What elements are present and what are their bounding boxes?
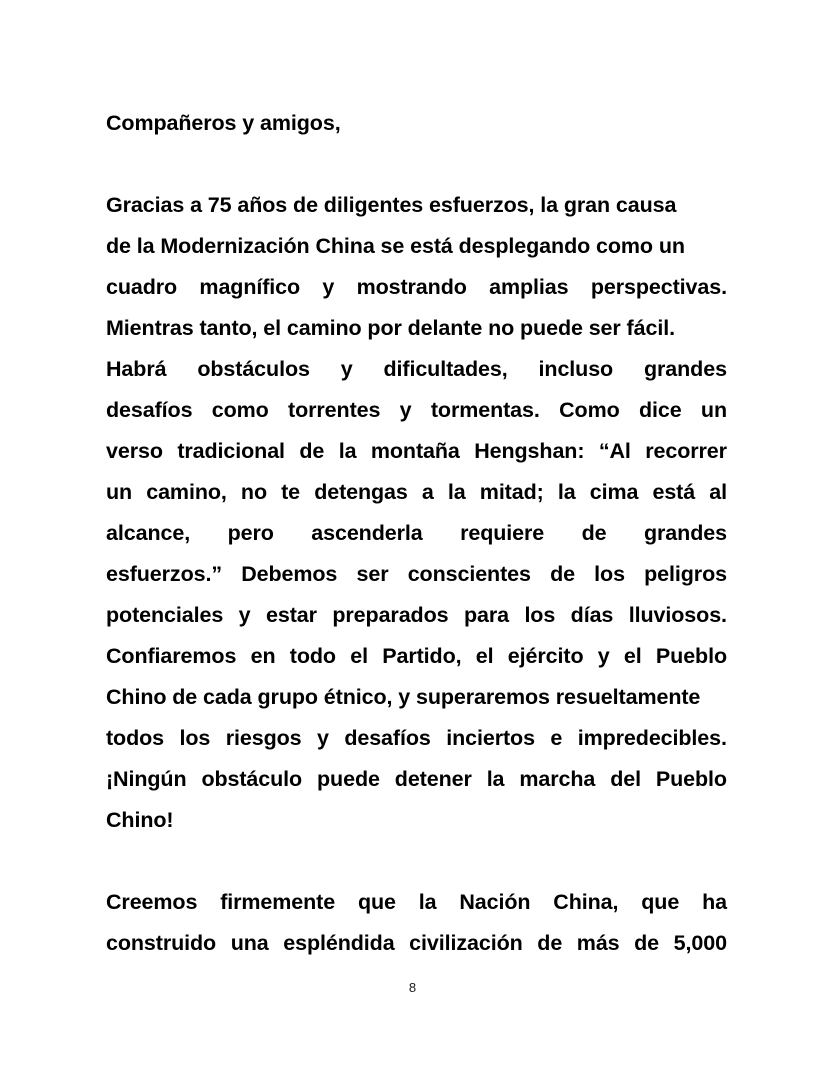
word: e: [550, 726, 563, 750]
word: marcha: [519, 767, 596, 791]
word: al: [709, 480, 727, 504]
paragraph-body-1: [106, 185, 727, 841]
word: de: [634, 931, 660, 955]
word: en: [250, 644, 276, 668]
text-line: de la Modernización China se está desplegando como un: [106, 234, 685, 258]
text-line: Chino de cada grupo étnico, y superaremos resueltamente: [106, 685, 701, 709]
word: desafíos: [344, 726, 431, 750]
word: incluso: [538, 357, 614, 381]
paragraph-salutation: [106, 103, 727, 144]
word: ¡Ningún: [106, 767, 187, 791]
word: ser: [356, 562, 389, 586]
word: camino,: [146, 480, 227, 504]
word: lluviosos.: [628, 603, 727, 627]
word: Pueblo: [655, 644, 727, 668]
word: el: [475, 644, 494, 668]
word: inciertos: [446, 726, 535, 750]
word: magnífico: [199, 275, 301, 299]
word: puede: [317, 767, 380, 791]
word: impredecibles.: [577, 726, 727, 750]
text-line: [106, 513, 727, 554]
document-body: [106, 103, 727, 964]
word: obstáculo: [201, 767, 303, 791]
text-line: [106, 267, 727, 308]
text-line: [106, 554, 727, 595]
word: detener: [394, 767, 472, 791]
text-line: [106, 349, 727, 390]
word: dice: [638, 398, 682, 422]
page-number: 8: [408, 980, 417, 995]
text-line: Chino!: [106, 808, 174, 832]
word: verso: [106, 439, 163, 463]
word: alcance,: [106, 521, 191, 545]
word: desafíos: [106, 398, 193, 422]
word: preparados: [332, 603, 449, 627]
text-line: [106, 718, 727, 759]
word: Pueblo: [655, 767, 727, 791]
word: China,: [553, 890, 619, 914]
word: Nación: [459, 890, 531, 914]
word: la: [418, 890, 437, 914]
text-line: Compañeros y amigos,: [106, 111, 341, 135]
word: cuadro: [106, 275, 178, 299]
word: no: [240, 480, 267, 504]
word: Habrá: [106, 357, 167, 381]
word: los: [524, 603, 556, 627]
word: la: [557, 480, 576, 504]
word: de: [299, 439, 325, 463]
word: un: [700, 398, 727, 422]
word: cima: [589, 480, 639, 504]
word: estar: [266, 603, 317, 627]
word: y: [597, 644, 610, 668]
word: el: [350, 644, 368, 668]
word: que: [357, 890, 396, 914]
word: grandes: [644, 521, 727, 545]
word: días: [570, 603, 614, 627]
text-line: [106, 923, 727, 964]
word: tormentas.: [430, 398, 540, 422]
word: para: [463, 603, 509, 627]
word: de: [550, 562, 575, 586]
word: dificultades,: [383, 357, 508, 381]
word: y: [340, 357, 353, 381]
word: la: [447, 480, 466, 504]
word: Confiaremos: [106, 644, 237, 668]
text-line: [106, 882, 727, 923]
text-line: [106, 636, 727, 677]
word: de: [537, 931, 563, 955]
word: construido: [106, 931, 217, 955]
word: esfuerzos.”: [106, 562, 222, 586]
word: “Al: [598, 439, 631, 463]
word: mitad;: [479, 480, 544, 504]
word: 5,000: [673, 931, 727, 955]
text-line: [106, 759, 727, 800]
word: conscientes: [407, 562, 531, 586]
word: amplias: [489, 275, 569, 299]
word: y: [238, 603, 251, 627]
text-line: Gracias a 75 años de diligentes esfuerzos, la gran causa: [106, 193, 677, 217]
word: de: [581, 521, 607, 545]
word: te: [281, 480, 301, 504]
text-line: [106, 472, 727, 513]
word: ejército: [507, 644, 584, 668]
word: del: [610, 767, 641, 791]
word: la: [338, 439, 357, 463]
word: y: [316, 726, 329, 750]
word: tradicional: [177, 439, 285, 463]
word: requiere: [460, 521, 545, 545]
word: como: [211, 398, 269, 422]
paragraph-gap: [106, 841, 727, 882]
text-line: [106, 431, 727, 472]
paragraph-body-2: [106, 882, 727, 964]
word: riesgos: [225, 726, 302, 750]
word: detengas: [314, 480, 408, 504]
word: un: [106, 480, 133, 504]
word: espléndida: [283, 931, 395, 955]
word: Partido,: [382, 644, 462, 668]
word: más: [576, 931, 620, 955]
word: está: [652, 480, 696, 504]
word: los: [594, 562, 625, 586]
word: Creemos: [106, 890, 198, 914]
word: torrentes: [288, 398, 381, 422]
word: que: [641, 890, 680, 914]
word: mostrando: [356, 275, 467, 299]
word: civilización: [409, 931, 523, 955]
word: recorrer: [645, 439, 727, 463]
word: a: [421, 480, 434, 504]
word: Como: [559, 398, 620, 422]
word: ha: [702, 890, 727, 914]
word: ascenderla: [311, 521, 423, 545]
word: los: [179, 726, 211, 750]
word: obstáculos: [197, 357, 310, 381]
word: Debemos: [241, 562, 338, 586]
word: y: [399, 398, 412, 422]
word: montaña: [370, 439, 460, 463]
paragraph-gap: [106, 144, 727, 185]
word: perspectivas.: [590, 275, 727, 299]
word: firmemente: [220, 890, 336, 914]
word: y: [322, 275, 335, 299]
text-line: [106, 390, 727, 431]
text-line: [106, 595, 727, 636]
word: grandes: [643, 357, 727, 381]
word: la: [486, 767, 505, 791]
word: Hengshan:: [474, 439, 585, 463]
text-line: Mientras tanto, el camino por delante no puede ser fácil.: [106, 316, 675, 340]
word: potenciales: [106, 603, 224, 627]
word: peligros: [644, 562, 727, 586]
word: todos: [106, 726, 165, 750]
word: todo: [289, 644, 336, 668]
word: una: [230, 931, 269, 955]
word: pero: [227, 521, 274, 545]
word: el: [623, 644, 642, 668]
